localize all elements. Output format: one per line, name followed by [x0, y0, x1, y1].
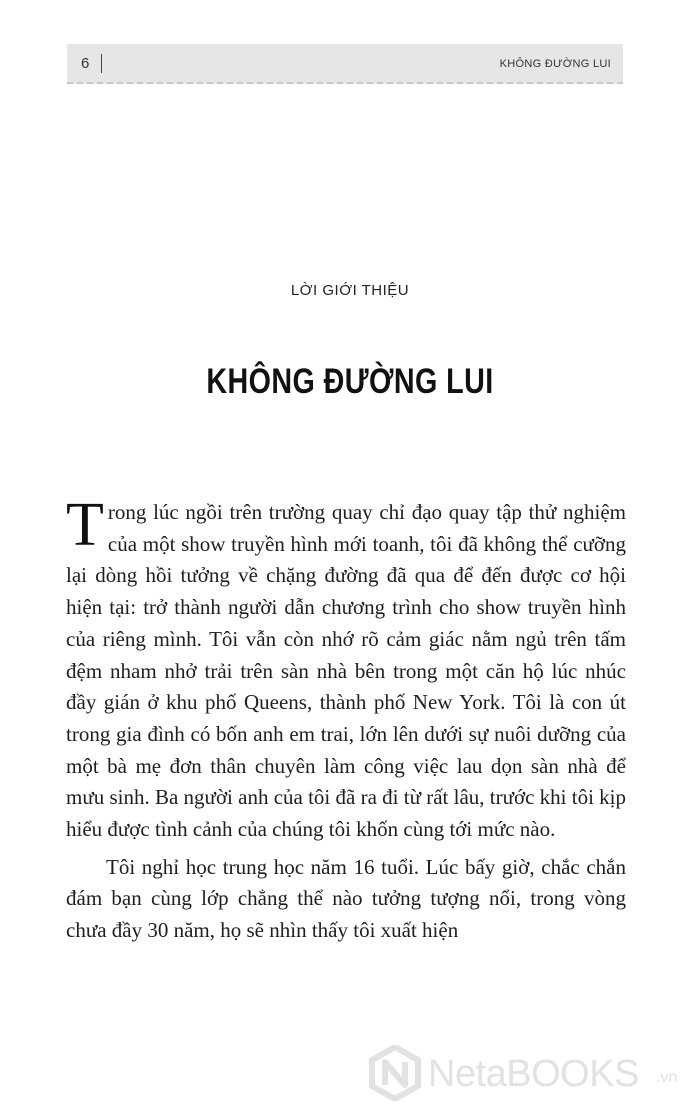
body-text	[66, 491, 626, 953]
running-header	[67, 44, 623, 84]
paragraph-1-text: rong lúc ngồi trên trường quay chỉ đạo quay tập thử nghiệm của một show truyền hình mới toanh, tôi đã không thể cưỡng lại dòng hồi tưởng về chặng đường đã qua để đến được cơ hội hiện tại: trở thành người dẫn chương trình cho show truyền hình của riêng mình. Tôi vẫn còn nhớ rõ cảm giác nằm ngủ trên tấm đệm nham nhở trải trên sàn nhà bên trong một căn hộ lúc nhúc đầy gián ở khu phố Queens, thành phố New York. Tôi là con út trong gia đình có bốn anh em trai, lớn lên dưới sự nuôi dưỡng của một bà mẹ đơn thân chuyên làm công việc lau dọn sàn nhà để mưu sinh. Ba người anh của tôi đã ra đi từ rất lâu, trước khi tôi kịp hiểu được tình cảnh của chúng tôi khốn cùng tới mức nào.	[66, 500, 626, 842]
watermark-brand: NetaBOOKS	[428, 1053, 639, 1095]
watermark-suffix: .vn	[656, 1069, 678, 1086]
paragraph-2: Tôi nghỉ học trung học năm 16 tuổi. Lúc bấy giờ, chắc chắn đám bạn cùng lớp chẳng thể nào tưởng tượng nổi, trong vòng chưa đầy 30 năm, họ sẽ nhìn thấy tôi xuất hiện	[66, 854, 626, 943]
header-divider	[101, 54, 102, 73]
netabooks-logo-icon	[368, 1045, 422, 1101]
section-label: LỜI GIỚI THIỆU	[290, 282, 410, 299]
running-title: KHÔNG ĐƯỜNG LUI	[499, 58, 611, 70]
page-number: 6	[81, 55, 90, 72]
paragraph-1	[66, 491, 626, 846]
watermark	[368, 1043, 688, 1103]
chapter-title: KHÔNG ĐƯỜNG LUI	[206, 362, 494, 401]
drop-cap: T	[66, 491, 104, 559]
